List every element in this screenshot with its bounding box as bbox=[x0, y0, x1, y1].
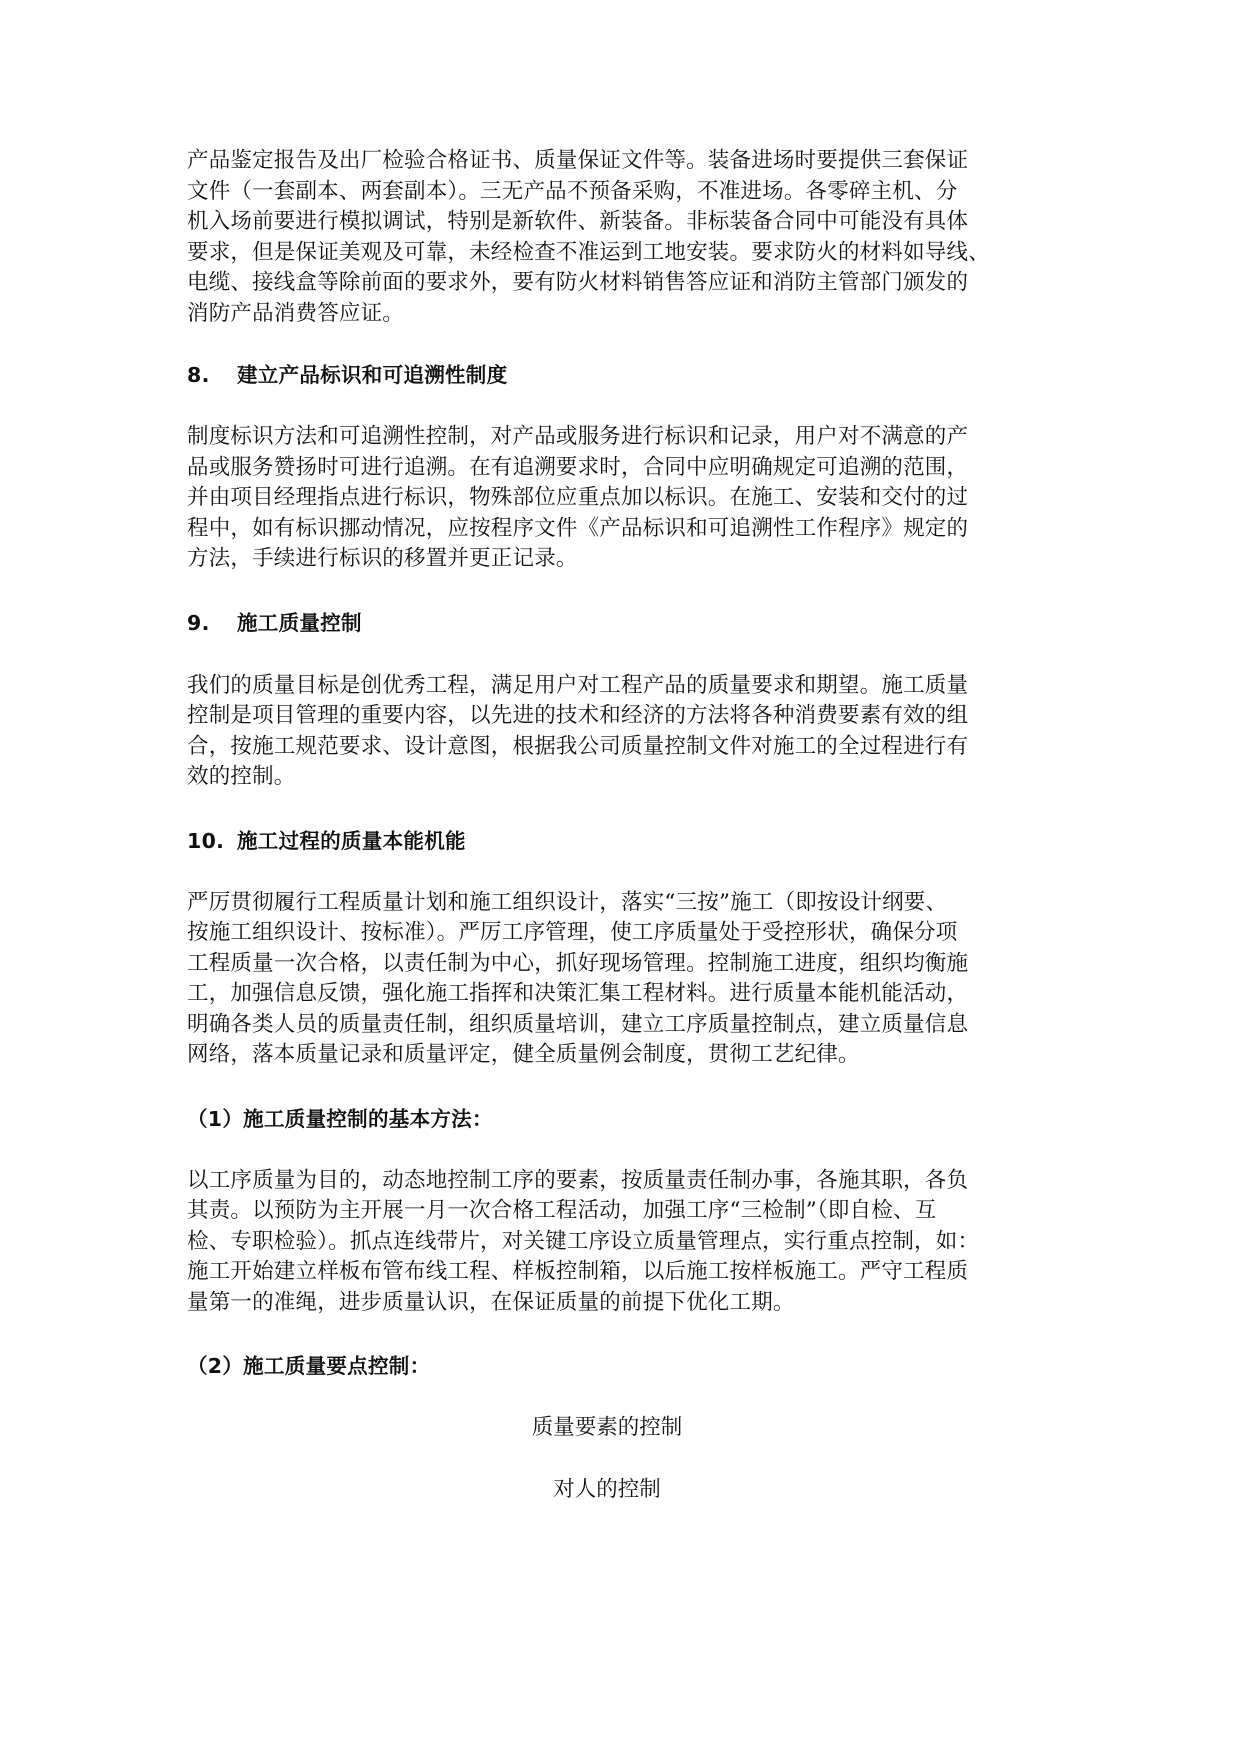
paragraph-basic-methods bbox=[187, 1166, 1087, 1319]
text-line: 产品鉴定报告及出厂检验合格证书、质量保证文件等。装备进场时要提供三套保证 bbox=[187, 148, 969, 173]
section-heading-10 bbox=[187, 826, 1087, 856]
text-line: 工程质量一次合格，以责任制为中心，抓好现场管理。控制施工进度，组织均衡施 bbox=[187, 950, 969, 976]
text-line: 我们的质量目标是创优秀工程，满足用户对工程产品的质量要求和期望。施工质量 bbox=[187, 672, 969, 698]
text-line: 其责。以预防为主开展一月一次合格工程活动，加强工序“三检制”（即自检、互 bbox=[187, 1198, 937, 1223]
text-line: 网络，落本质量记录和质量评定，健全质量例会制度，贯彻工艺纪律。 bbox=[187, 1042, 860, 1067]
subsection-heading-1: （1）施工质量控制的基本方法： bbox=[187, 1106, 493, 1131]
section-number: 9. bbox=[187, 610, 210, 635]
section-title: 施工过程的质量本能机能 bbox=[237, 828, 466, 853]
document-page bbox=[187, 146, 1087, 1505]
centered-label-quality-elements: 质量要素的控制 bbox=[531, 1415, 683, 1440]
section-title: 建立产品标识和可追溯性制度 bbox=[237, 363, 508, 387]
text-line: 工，加强信息反馈，强化施工指挥和决策汇集工程材料。进行质量本能机能活动， bbox=[187, 981, 969, 1006]
subsection-heading-2: （2）施工质量要点控制： bbox=[187, 1354, 431, 1378]
text-line: 消防产品消费答应证。 bbox=[187, 300, 405, 326]
text-line: 按施工组织设计、按标准）。严厉工序管理，使工序质量处于受控形状，确保分项 bbox=[187, 920, 958, 945]
text-line: 机入场前要进行模拟调试，特别是新软件、新装备。非标装备合同中可能没有具体 bbox=[187, 209, 969, 234]
text-line: 文件（一套副本、两套副本）。三无产品不预备采购，不准进场。各零碎主机、分 bbox=[187, 178, 958, 204]
text-line: 以工序质量为目的，动态地控制工序的要素，按质量责任制办事，各施其职，各负 bbox=[187, 1167, 969, 1193]
section-heading-8 bbox=[187, 360, 1087, 390]
text-line: 控制是项目管理的重要内容，以先进的技术和经济的方法将各种消费要素有效的组 bbox=[187, 703, 969, 728]
text-line: 检、专职检验）。抓点连线带片，对关键工序设立质量管理点，实行重点控制，如： bbox=[187, 1228, 980, 1254]
text-line: 效的控制。 bbox=[187, 764, 296, 789]
text-line: 品或服务赞扬时可进行追溯。在有追溯要求时，合同中应明确规定可追溯的范围， bbox=[187, 454, 969, 480]
paragraph-process-quality bbox=[187, 888, 1087, 1071]
text-line: 程中，如有标识挪动情况，应按程序文件《产品标识和可追溯性工作程序》规定的 bbox=[187, 515, 969, 541]
section-number: 8. bbox=[187, 363, 210, 387]
text-line: 制度标识方法和可追溯性控制，对产品或服务进行标识和记录，用户对不满意的产 bbox=[187, 424, 969, 449]
text-line: 要求，但是保证美观及可靠，未经检查不准运到工地安装。要求防火的材料如导线、 bbox=[187, 239, 990, 265]
text-line: 量第一的准绳，进步质量认识，在保证质量的前提下优化工期。 bbox=[187, 1289, 795, 1315]
text-line: 严厉贯彻履行工程质量计划和施工组织设计，落实“三按”施工（即按设计纲要、 bbox=[187, 889, 948, 915]
text-line: 方法，手续进行标识的移置并更正记录。 bbox=[187, 546, 578, 571]
paragraph-product-certification bbox=[187, 146, 1087, 329]
paragraph-quality-goal bbox=[187, 671, 1087, 793]
text-line: 电缆、接线盒等除前面的要求外，要有防火材料销售答应证和消防主管部门颁发的 bbox=[187, 270, 969, 295]
section-number: 10. bbox=[187, 828, 225, 853]
text-line: 明确各类人员的质量责任制，组织质量培训，建立工序质量控制点，建立质量信息 bbox=[187, 1011, 969, 1037]
text-line: 施工开始建立样板布管布线工程、样板控制箱，以后施工按样板施工。严守工程质 bbox=[187, 1259, 969, 1284]
text-line: 并由项目经理指点进行标识，物殊部位应重点加以标识。在施工、安装和交付的过 bbox=[187, 485, 969, 510]
section-heading-9 bbox=[187, 608, 1087, 638]
paragraph-traceability bbox=[187, 422, 1087, 575]
centered-label-people-control: 对人的控制 bbox=[553, 1477, 661, 1502]
section-title: 施工质量控制 bbox=[237, 610, 362, 635]
text-line: 合，按施工规范要求、设计意图，根据我公司质量控制文件对施工的全过程进行有 bbox=[187, 733, 969, 759]
